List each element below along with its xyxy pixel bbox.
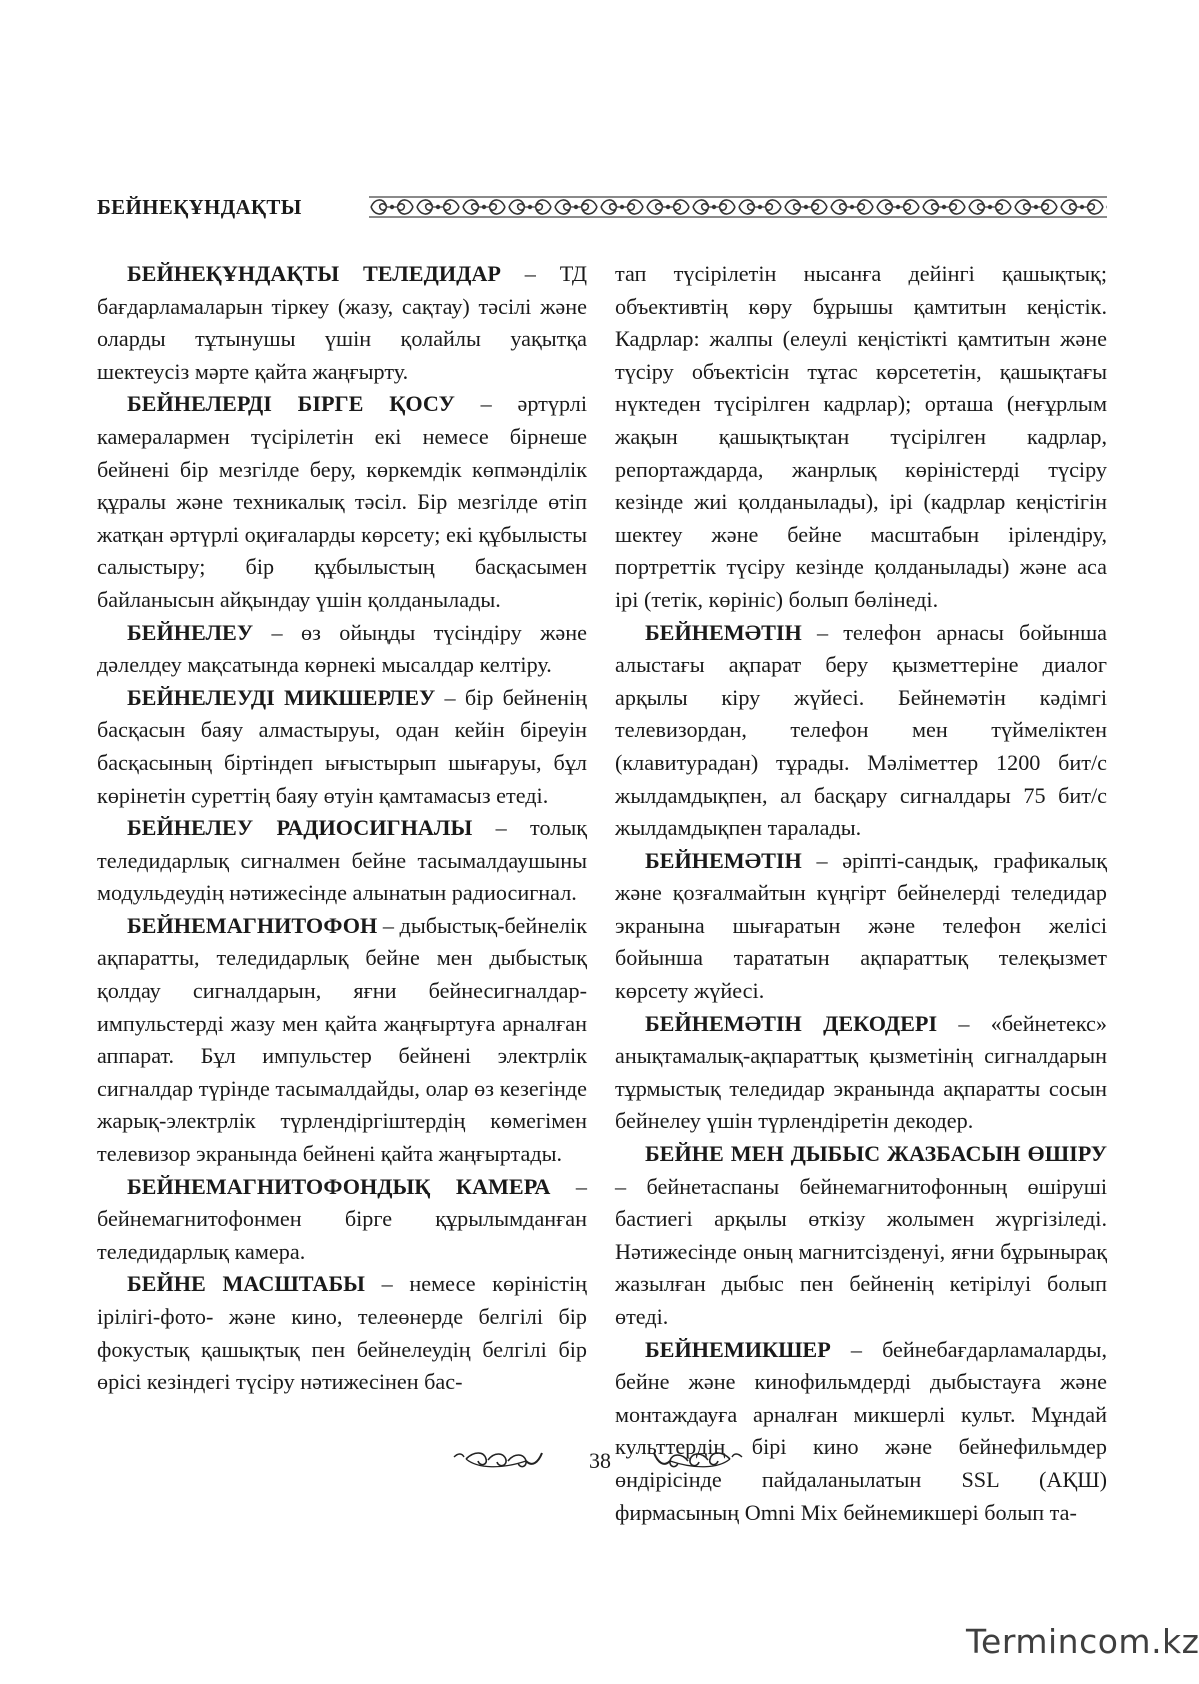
- dictionary-entry: [615, 258, 1107, 617]
- entry-term: БЕЙНЕЛЕУ: [127, 619, 254, 645]
- entry-term: БЕЙНЕЛЕРДІ БІРГЕ ҚОСУ: [127, 391, 455, 417]
- entry-term: БЕЙНЕЛЕУ РАДИОСИГНАЛЫ: [127, 815, 473, 841]
- right-column: [615, 258, 1107, 1529]
- entry-definition: – бейнемагнитофонмен бірге құрылымданған теледидарлық камера.: [97, 1173, 587, 1264]
- dictionary-entry: [97, 1171, 587, 1269]
- entry-definition: – өз ойыңды түсіндіру және дәлелдеу мақсатында көрнекі мысалдар келтіру.: [97, 619, 587, 678]
- scroll-ornament-left-icon: [452, 1447, 544, 1473]
- dictionary-entry: [615, 1008, 1107, 1138]
- scroll-ornament-right-icon: [652, 1447, 744, 1473]
- entry-definition: – ТД бағдарламаларын тіркеу (жазу, сақтау) тәсілі және оларды тұтынушы үшін қолайлы уақытқа шектеусіз мәрте қайта жаңғырту.: [97, 261, 587, 384]
- entry-term: БЕЙНЕМӘТІН ДЕКОДЕРІ: [645, 1010, 938, 1036]
- entry-definition: – әртүрлі камералармен түсірілетін екі немесе бірнеше бейнені бір мезгілде беру, көркемдік көпмәнділік құралы және техникалық тәсіл. Бір мезгілде өтіп жатқан әртүрлі оқиғаларды көрсету; екі құбылысты салыстыру; бір құбылыстың басқасымен байланысын айқындау үшін қолданылады.: [97, 391, 587, 612]
- entry-term: БЕЙНЕ МАСШТАБЫ: [127, 1271, 365, 1297]
- dictionary-entry: [97, 1268, 587, 1398]
- entry-definition: – әріпті-сандық, графикалық және қозғалмайтын күңгірт бейнелерді теледидар экранына шығаратын және телефон желісі бойынша тарататын ақпараттық телеқызмет көрсету жүйесі.: [615, 847, 1107, 1004]
- dictionary-entry: [97, 910, 587, 1171]
- dictionary-entry: [97, 812, 587, 910]
- entry-term: БЕЙНЕ МЕН ДЫБЫС ЖАЗБАСЫН ӨШІРУ: [645, 1141, 1107, 1167]
- entry-definition: – телефон арнасы бойынша алыстағы ақпарат беру қызметтеріне диалог арқылы кіру жүйесі. Бейнемәтін кәдімгі телевизордан, телефон мен түймеліктен (клавитурадан) тұрады. Мәліметтер 1200 бит/с жылдамдықпен, ал басқару сигналдары 75 бит/с жылдамдықпен таралады.: [615, 619, 1107, 841]
- dictionary-entry: [615, 845, 1107, 1008]
- watermark-domain: .kz: [1151, 1622, 1199, 1661]
- entry-term: БЕЙНЕМАГНИТОФОНДЫҚ КАМЕРА: [127, 1173, 551, 1199]
- dictionary-entry: [97, 388, 587, 616]
- entry-definition: – немесе көріністің ірілігі-фото- және кино, телеөнерде белгілі бір фокустық қашықтық пен бейнелеудің белгілі бір өрісі кезіндегі түсіру нәтижесінен бас-: [97, 1271, 587, 1395]
- entry-definition: тап түсірілетін нысанға дейінгі қашықтық; объективтің көру бұрышы қамтитын кеңістік. Кадрлар: жалпы (елеулі кеңістікті қамтитын және түсіру объектісін тұтас көрсететін, қашықтағы нүктеден түсірілген кадрлар); орташа (неғұрлым жақын қашықтықтан түсірілген кадрлар, репортаждарда, жанрлық көріністерді түсіру кезінде жиі қолданылады), ірі (кадрлар кеңістігін шектеу және бейне масштабын ірілендіру, портреттік түсіру кезінде қолданылады) және аса ірі (тетік, көрініс) болып бөлінеді.: [615, 261, 1107, 612]
- entry-term: БЕЙНЕЛЕУДІ МИКШЕРЛЕУ: [127, 684, 436, 710]
- page-footer: [0, 1445, 1191, 1479]
- dictionary-entry: [615, 617, 1107, 845]
- entry-term: БЕЙНЕҚҰНДАҚТЫ ТЕЛЕДИДАР: [127, 261, 501, 286]
- dictionary-entry: [97, 682, 587, 812]
- entry-term: БЕЙНЕМӘТІН: [645, 847, 802, 873]
- dictionary-entry: [97, 617, 587, 682]
- running-head: [97, 192, 1107, 222]
- running-title: БЕЙНЕҚҰНДАҚТЫ: [97, 195, 302, 219]
- entry-definition: – бір бейненің басқасын баяу алмастыруы, одан кейін біреуін басқасының біртіндеп ығыстырып шығаруы, бұл көрінетін суреттің баяу өтуін қамтамасыз етеді.: [97, 684, 587, 808]
- entry-definition: – толық теледидарлық сигналмен бейне тасымалдаушыны модульдеудің нәтижесінде алынатын радиосигнал.: [97, 815, 588, 906]
- entry-term: БЕЙНЕМАГНИТОФОН: [127, 912, 378, 938]
- dictionary-entry: [97, 258, 587, 388]
- left-column: [97, 258, 587, 1399]
- entry-definition: – «бейнетекс» анықтамалық-ақпараттық қызметінің сигналдарын тұрмыстық теледидар экранында ақпаратты сосын бейнелеу үшін түрлендіретін декодер.: [615, 1010, 1107, 1134]
- entry-term: БЕЙНЕМИКШЕР: [645, 1336, 831, 1362]
- entry-definition: – дыбыстық-бейнелік ақпаратты, теледидарлық бейне мен дыбыстық қолдау сигналдарын, яғни бейнесигналдар-импульстерді жазу мен қайта жаңғыртуға арналған аппарат. Бұл импульстер бейнені электрлік сигналдар түрінде тасымалдайды, олар өз кезегінде жарық-электрлік түрлендіргіштердің көмегімен телевизор экранында бейнені қайта жаңғыртады.: [97, 912, 587, 1167]
- ornamental-band-icon: [369, 195, 1107, 219]
- page-number: 38: [589, 1448, 611, 1473]
- entry-term: БЕЙНЕМӘТІН: [645, 619, 802, 645]
- entry-definition: – бейнебағдарламаларды, бейне және кинофильмдерді дыбыстауға және монтаждауға арналған микшерлі культ. Мұндай культтердің бірі кино және бейнефильмдер өндірісінде пайдаланылатын SSL (АҚШ) фирмасының Omni Mix бейнемикшері болып та-: [615, 1336, 1107, 1525]
- dictionary-entry: [615, 1334, 1107, 1530]
- watermark-text: Termincom: [966, 1622, 1152, 1661]
- entry-definition: – бейнетаспаны бейнемагнитофонның өшіруші бастиегі арқылы өткізу жолымен жүргізіледі. Нәтижесінде оның магнитсізденуі, яғни бұрынырақ жазылған дыбыс пен бейненің кетірілуі болып өтеді.: [615, 1173, 1107, 1329]
- watermark-logo: [966, 1620, 1199, 1664]
- dictionary-entry: [615, 1138, 1107, 1334]
